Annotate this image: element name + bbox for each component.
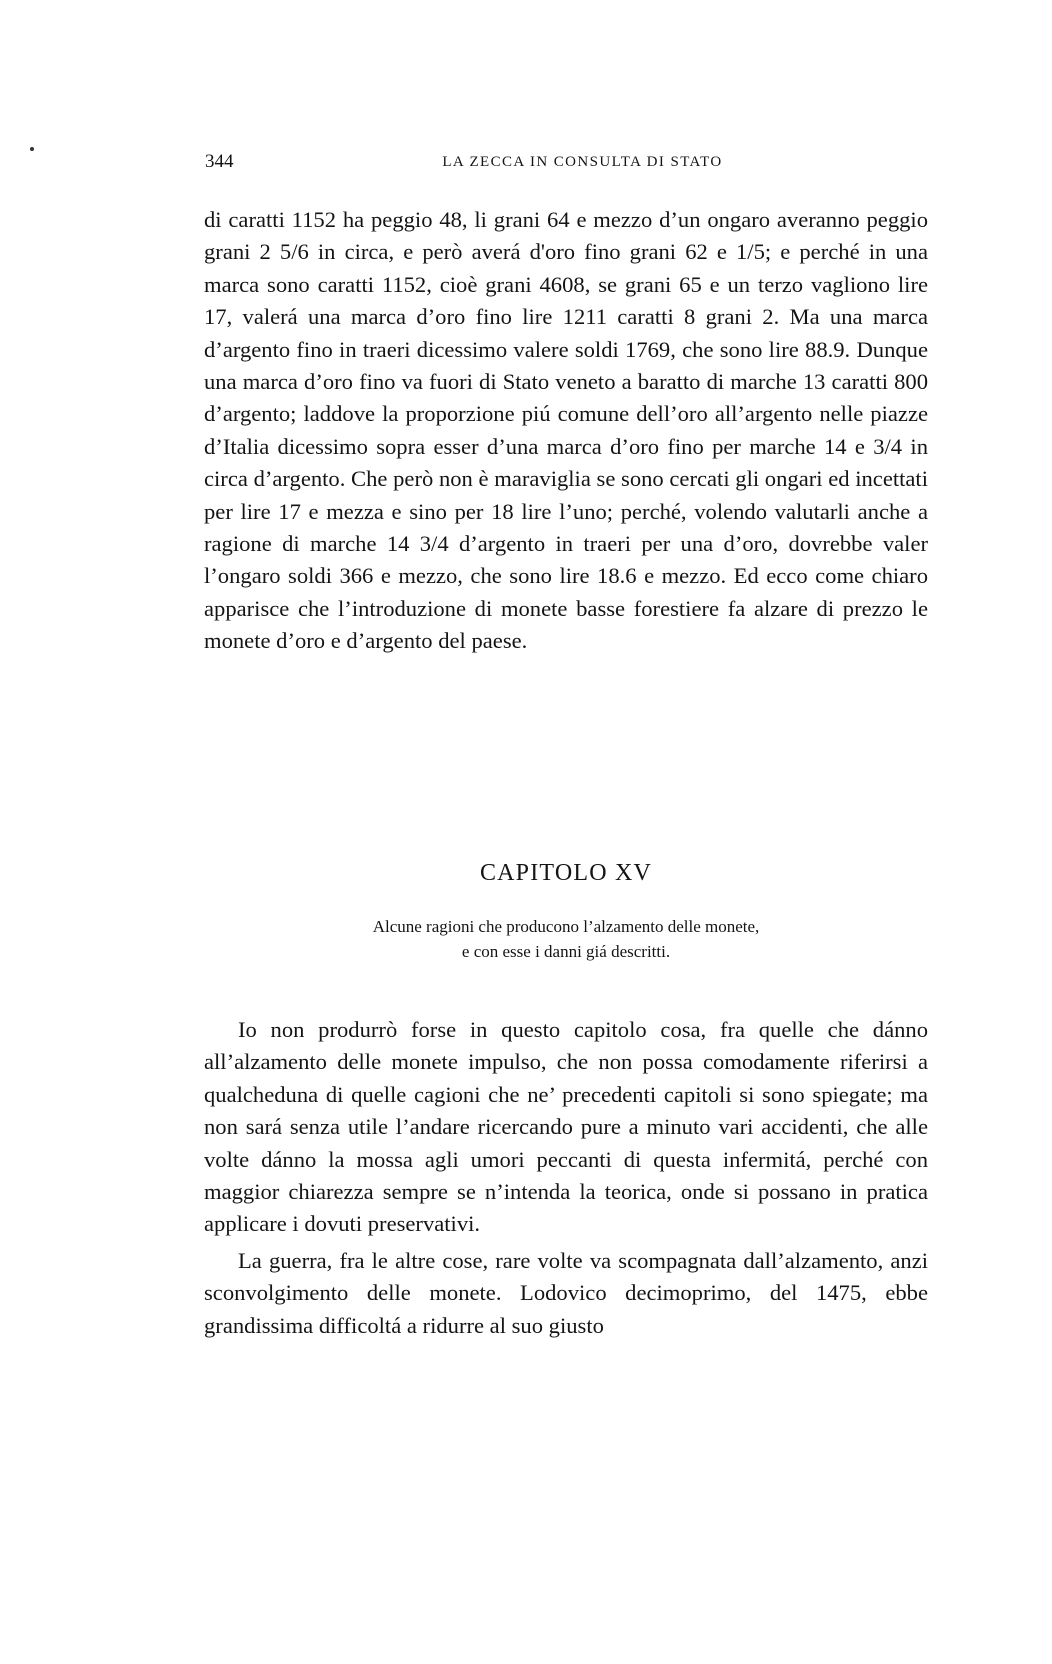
paragraph: di caratti 1152 ha peggio 48, li grani 64 e mezzo d’un ongaro averanno peggio grani 2 5/6 in circa, e però averá d'oro fino grani 62 e 1/5; e perché in una marca sono caratti 1152, cioè grani 4608, se grani 65 e un terzo vagliono lire 17, valerá una marca d’oro fino lire 1211 caratti 8 grani 2. Ma una marca d’argento fino in traeri dicessimo valere soldi 1769, che sono lire 88.9. Dunque una marca d’oro fino va fuori di Stato veneto a baratto di marche 13 caratti 800 d’argento; laddove la proporzione piú comune dell’oro all’argento nelle piazze d’Italia dicessimo sopra esser d’una marca d’oro fino per marche 14 e 3/4 in circa d’argento. Che però non è maraviglia se sono cercati gli ongari ed incettati per lire 17 e mezza e sino per 18 lire l’uno; perché, volendo valutarli anche a ragione di marche 14 3/4 d’argento in traeri per una d’oro, dovrebbe valer l’ongaro soldi 366 e mezzo, che sono lire 18.6 e mezzo. Ed ecco come chiaro apparisce che l’introduzione di monete basse forestiere fa alzare di prezzo le monete d’oro e d’argento del paese.: [204, 207, 928, 654]
chapter-subtitle: [204, 914, 928, 964]
running-title: LA ZECCA IN CONSULTA DI STATO: [442, 154, 723, 170]
page-number: 344: [205, 151, 234, 172]
chapter-title: CAPITOLO XV: [479, 860, 653, 886]
chapter-subtitle-line: e con esse i danni giá descritti.: [461, 942, 671, 961]
paragraph: Io non produrrò forse in questo capitolo cosa, fra quelle che dánno all’alzamento delle monete impulso, che non possa comodamente riferirsi a qualcheduna di quelle cagioni che ne’ precedenti capitoli si sono spiegate; ma non sará senza utile l’andare ricercando pure a minuto vari accidenti, che alle volte dánno la mossa agli umori peccanti di questa infermitá, perché con maggior chiarezza sempre se n’intenda la teorica, onde si possano in pratica applicare i dovuti preservativi.: [204, 1017, 928, 1237]
continued-text: [204, 204, 928, 658]
running-head: [205, 150, 930, 174]
chapter-subtitle-line: Alcune ragioni che producono l’alzamento delle monete,: [372, 917, 760, 936]
print-speck: [30, 147, 34, 151]
paragraph: La guerra, fra le altre cose, rare volte va scompagnata dall’alzamento, anzi sconvolgimento delle monete. Lodovico decimoprimo, del 1475, ebbe grandissima difficoltá a ridurre al suo giusto: [204, 1247, 928, 1338]
chapter-body: [204, 1014, 928, 1342]
